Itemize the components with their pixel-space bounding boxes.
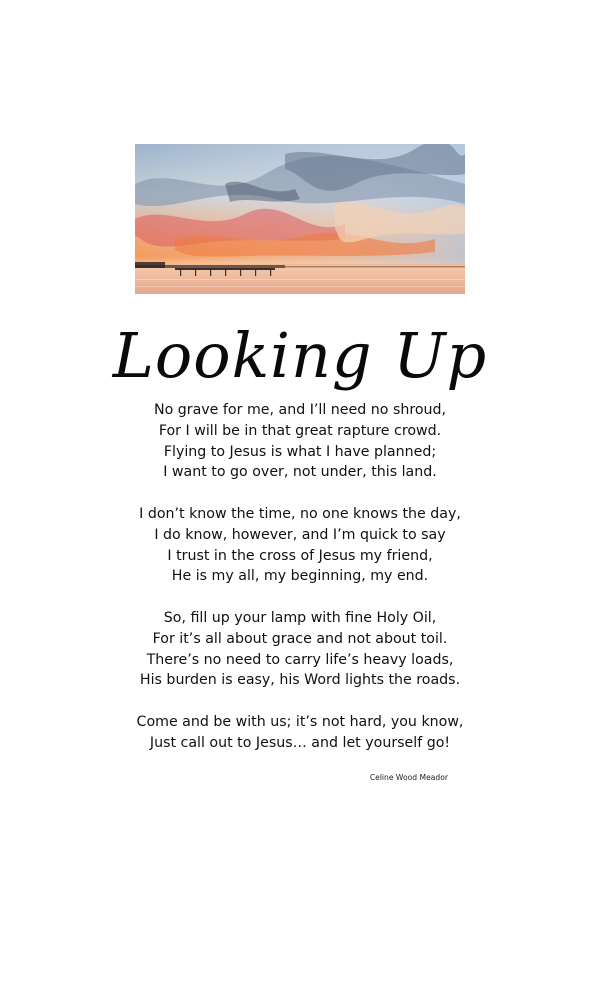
water-reflection-2	[135, 286, 465, 287]
water	[135, 267, 465, 294]
poem-line: There’s no need to carry life’s heavy loads,	[146, 651, 454, 668]
sunset-painting-image	[135, 144, 465, 294]
stanza-2	[0, 504, 600, 587]
poem-line: I want to go over, not under, this land.	[163, 464, 437, 481]
poem-line: So, fill up your lamp with fine Holy Oil,	[163, 609, 437, 626]
stanza-4	[0, 712, 600, 754]
poem-body	[0, 400, 600, 774]
stanza-1	[0, 400, 600, 483]
poem-line: Come and be with us; it’s not hard, you know,	[136, 713, 464, 730]
horizon-line	[285, 266, 465, 268]
poem-line: Flying to Jesus is what I have planned;	[163, 443, 437, 460]
poem-line: I trust in the cross of Jesus my friend,	[167, 547, 433, 564]
poem-line: I do know, however, and I’m quick to say	[154, 526, 446, 543]
poem-line: His burden is easy, his Word lights the roads.	[139, 672, 461, 689]
trees-left	[135, 262, 165, 268]
author-credit: Celine Wood Meador	[369, 773, 448, 782]
sunset-painting-svg	[135, 144, 465, 294]
pier-deck	[175, 268, 275, 270]
poem-line: Just call out to Jesus… and let yourself go!	[149, 734, 451, 751]
poem-line: He is my all, my beginning, my end.	[171, 568, 429, 585]
water-reflection-1	[135, 279, 465, 280]
poem-line: I don’t know the time, no one knows the day,	[139, 505, 461, 522]
poem-line: For I will be in that great rapture crowd.	[158, 422, 442, 439]
poem-line: No grave for me, and I’ll need no shroud,	[153, 402, 447, 418]
stanza-3	[0, 608, 600, 691]
poem-title: Looking Up	[112, 319, 488, 392]
poem-line: For it’s all about grace and not about toil.	[152, 630, 448, 647]
